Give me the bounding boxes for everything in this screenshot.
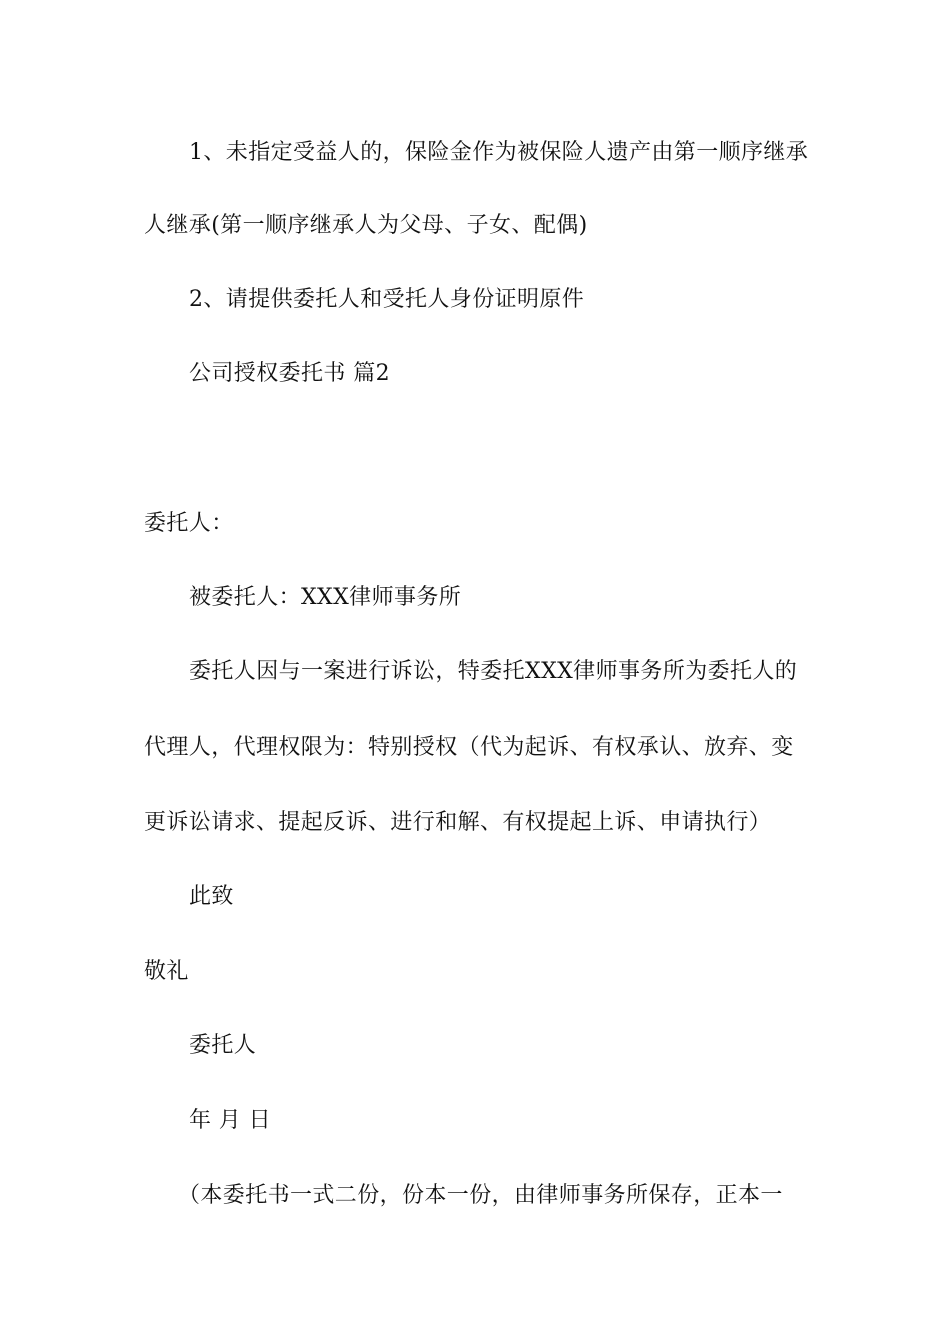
section-heading: 公司授权委托书 篇2 xyxy=(189,361,390,386)
closing-respect: 敬礼 xyxy=(144,959,189,984)
principal-label: 委托人： xyxy=(144,511,234,536)
date-line: 年 月 日 xyxy=(189,1108,271,1133)
note-item-1: 1、未指定受益人的，保险金作为被保险人遗产由第一顺序继承 xyxy=(189,140,809,165)
body-paragraph-line-3: 更诉讼请求、提起反诉、进行和解、有权提起上诉、申请执行） xyxy=(144,810,772,835)
note-item-2: 2、请提供委托人和受托人身份证明原件 xyxy=(189,287,585,312)
copies-note: （本委托书一式二份，份本一份，由律师事务所保存，正本一 xyxy=(178,1183,783,1208)
body-paragraph-line-2: 代理人，代理权限为：特别授权（代为起诉、有权承认、放弃、变 xyxy=(144,735,794,760)
body-paragraph-line-1: 委托人因与一案进行诉讼，特委托XXX律师事务所为委托人的 xyxy=(189,659,798,684)
signature-principal: 委托人 xyxy=(189,1033,257,1058)
agent-line: 被委托人：XXX律师事务所 xyxy=(189,585,462,610)
closing-salutation: 此致 xyxy=(189,884,234,909)
note-item-1-continued: 人继承(第一顺序继承人为父母、子女、配偶) xyxy=(144,213,588,238)
